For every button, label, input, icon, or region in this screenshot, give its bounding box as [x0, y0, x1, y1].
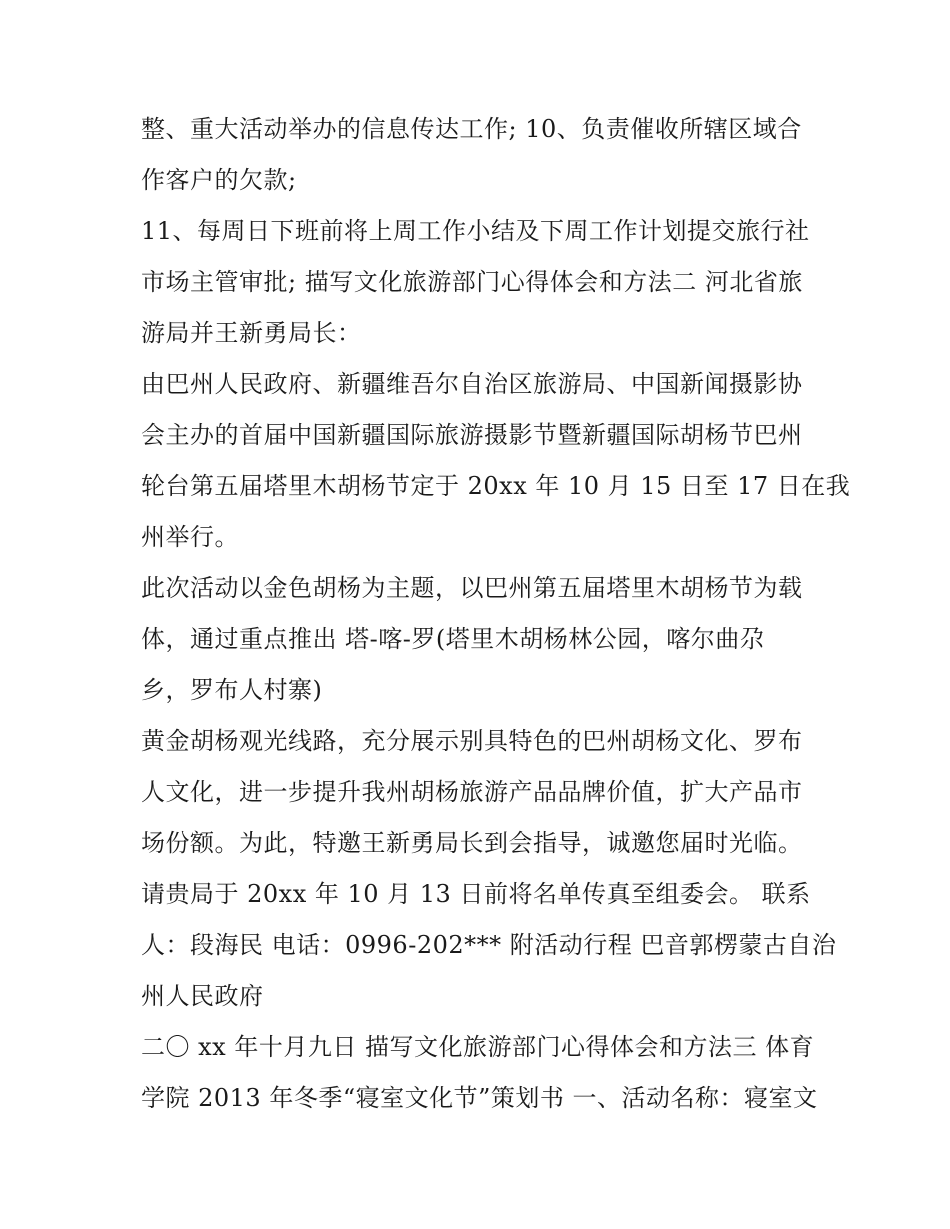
text-line: 11、每周日下班前将上周工作小结及下周工作计划提交旅行社 [141, 217, 810, 245]
text-line: 市场主管审批; 描写文化旅游部门心得体会和方法二 河北省旅 [141, 268, 803, 296]
text-line: 州举行。 [141, 523, 239, 551]
text-line: 人文化，进一步提升我州胡杨旅游产品品牌价值，扩大产品市 [141, 778, 803, 806]
text-line: 整、重大活动举办的信息传达工作; 10、负责催收所辖区域合 [141, 115, 802, 143]
document-body [141, 104, 851, 1124]
text-line: 会主办的首届中国新疆国际旅游摄影节暨新疆国际胡杨节巴州 [141, 421, 803, 449]
text-line: 由巴州人民政府、新疆维吾尔自治区旅游局、中国新闻摄影协 [141, 370, 803, 398]
text-line: 游局并王新勇局长： [141, 319, 362, 347]
text-line: 体，通过重点推出 塔-喀-罗(塔里木胡杨林公园，喀尔曲尕 [141, 625, 765, 653]
text-line: 黄金胡杨观光线路，充分展示别具特色的巴州胡杨文化、罗布 [141, 727, 803, 755]
text-line: 作客户的欠款; [141, 166, 297, 194]
text-line: 此次活动以金色胡杨为主题，以巴州第五届塔里木胡杨节为载 [141, 574, 803, 602]
text-line: 场份额。为此，特邀王新勇局长到会指导，诚邀您届时光临。 [141, 829, 803, 857]
text-line: 二〇 xx 年十月九日 描写文化旅游部门心得体会和方法三 体育 [141, 1033, 815, 1061]
text-line: 请贵局于 20xx 年 10 月 13 日前将名单传真至组委会。 联系 [141, 880, 811, 908]
text-line: 人：段海民 电话：0996-202*** 附活动行程 巴音郭楞蒙古自治 [141, 931, 837, 959]
text-line: 乡，罗布人村寨) [141, 676, 323, 704]
text-line: 州人民政府 [141, 982, 264, 1010]
text-line: 轮台第五届塔里木胡杨节定于 20xx 年 10 月 15 日至 17 日在我 [141, 472, 851, 500]
text-line: 学院 2013 年冬季“寝室文化节”策划书 一、活动名称：寝室文 [141, 1084, 818, 1112]
